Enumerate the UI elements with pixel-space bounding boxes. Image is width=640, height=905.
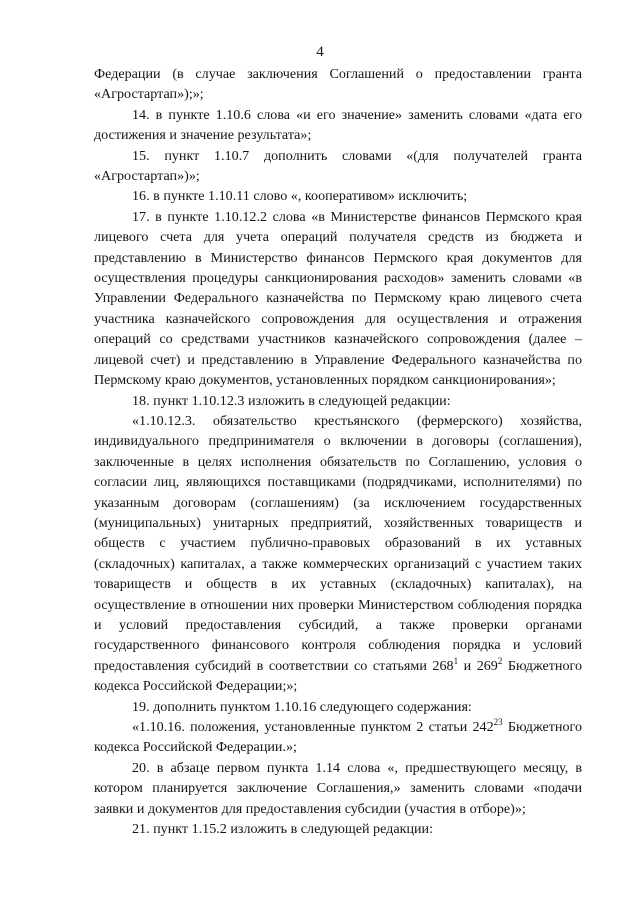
quote-text-part-2: Бюджетного кодекса Российской Федерации.»; — [94, 719, 582, 756]
paragraph-item-16: 16. в пункте 1.10.11 слово «, кооперативом» исключить; — [132, 188, 468, 205]
paragraph-item-15: 15. пункт 1.10.7 дополнить словами «(для получателей гранта «Агростартап»)»; — [94, 147, 582, 185]
document-body — [94, 64, 582, 839]
paragraph-item-21: 21. пункт 1.15.2 изложить в следующей редакции: — [132, 821, 433, 838]
paragraph-item-14: 14. в пункте 1.10.6 слова «и его значение» заменить словами «дата его достижения и значение результата»; — [94, 106, 582, 144]
page-number: 4 — [316, 44, 324, 60]
paragraph-item-20: 20. в абзаце первом пункта 1.14 слова «, предшествующего месяцу, в котором планируется заключение Соглашения,» заменить словами «подачи заявки и документов для предоставления субсидии (участия в отборе)»; — [94, 759, 582, 817]
quote-text-part-1: «1.10.16. положения, установленные пунктом 2 статьи 242 — [132, 719, 494, 735]
paragraph-item-17: 17. в пункте 1.10.12.2 слова «в Министерстве финансов Пермского края лицевого счета для учета операций получателя средств из бюджета и представлению в Министерство финансов Пермского края документов для осуществления процедуры санкционирования расходов» заменить словами «в Управлении Федерального казначейства по Пермскому краю лицевого счета участника казначейского сопровождения для осуществления и отражения операций со средствами участников казначейского сопровождения (далее – лицевой счет) и представлению в Управление Федерального казначейства по Пермскому краю документов, установленных порядком санкционирования»; — [94, 208, 582, 389]
paragraph-item-19: 19. дополнить пунктом 1.10.16 следующего содержания: — [132, 698, 472, 715]
paragraph-quote-1-10-16 — [94, 717, 582, 758]
paragraph-item-18: 18. пункт 1.10.12.3 изложить в следующей редакции: — [132, 392, 451, 409]
quote-text-part-3: Бюджетного кодекса Российской Федерации;»; — [94, 657, 582, 695]
superscript-1: 1 — [453, 655, 459, 666]
superscript-23: 23 — [493, 717, 503, 727]
paragraph-quote-1-10-12-3 — [94, 411, 582, 697]
quote-text-part-2: и 269 — [458, 657, 498, 674]
paragraph-continuation: Федерации (в случае заключения Соглашений о предоставлении гранта «Агростартап»);»; — [94, 66, 582, 103]
quote-text-part-1: «1.10.12.3. обязательство крестьянского (фермерского) хозяйства, индивидуального предпринимателя о включении в договоры (соглашения), заключенные в целях исполнения обязательств по Соглашению, условия о согласии лиц, являющихся поставщиками (подрядчиками, исполнителями) по указанным договорам (соглашениям) (за исключением государственных (муниципальных) унитарных предприятий, хозяйственных товариществ и обществ с участием публично-правовых образований в их уставных (складочных) капиталах, а также коммерческих организаций с участием таких товариществ и обществ в их уставных (складочных) капиталах), на осуществление в отношении них проверки Министерством соблюдения порядка и условий предоставления субсидий, а также проверки органами государственного финансового контроля соблюдения порядка и условий предоставления субсидий в соответствии со статьями 268 — [94, 412, 582, 674]
superscript-2: 2 — [497, 655, 503, 666]
